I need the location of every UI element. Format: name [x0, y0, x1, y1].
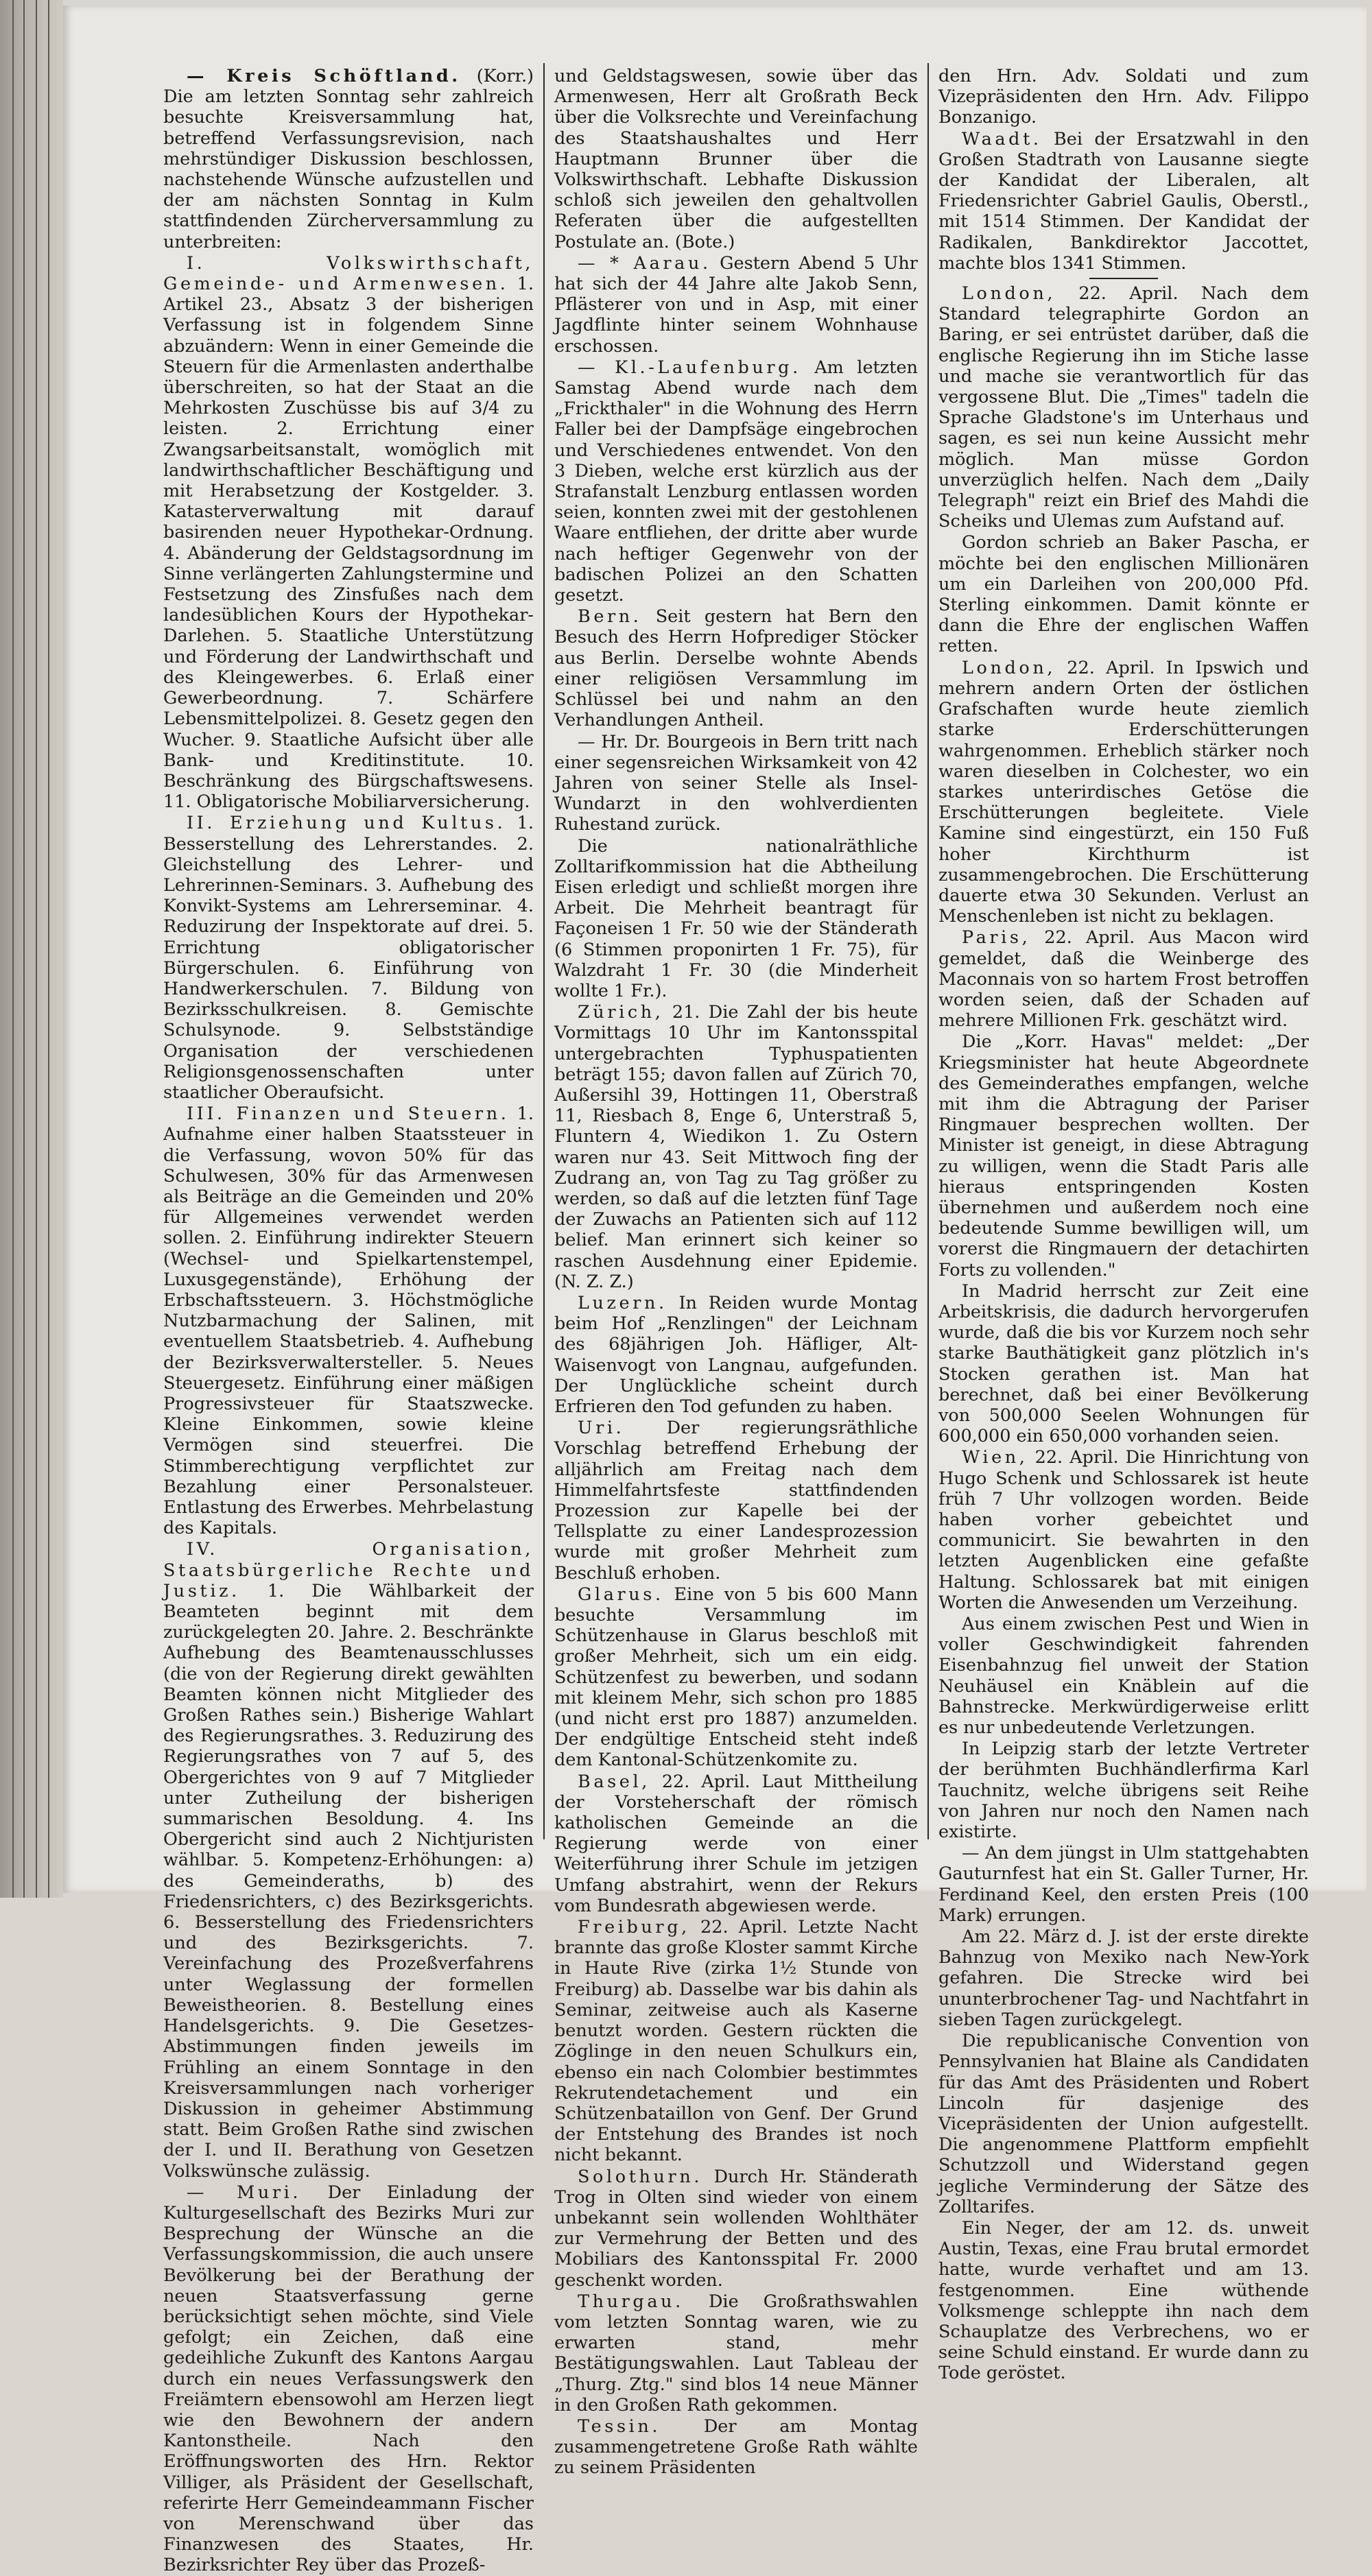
- article-heading: — * Aarau.: [578, 252, 711, 274]
- book-binding: [0, 0, 63, 1898]
- article-text: Durch Hr. Ständerath Trog in Olten sind wieder von einem unbekannt sein wollenden Wohlthäter zur Vermehrung der Betten und des Mobiliars des Kantonsspital Fr. 2000 geschenkt worden.: [554, 2166, 918, 2291]
- article-heading: Luzern.: [578, 1292, 667, 1313]
- article-text: 22. April. Die Hinrichtung von Hugo Schenk und Schlossarek ist heute früh 7 Uhr vollzogen worden. Beide haben vorher gebeichtet und communicirt. Sie bewahrten in den letzten Augenblicken eine gefaßte Haltung. Schlossarek bat mit einigen Worten die Anwesenden um Verzeihung.: [938, 1447, 1309, 1613]
- article-leipzig: [938, 1739, 1309, 1842]
- article-text: Der regierungsräthliche Vorschlag betreffend Erhebung der alljährlich am Freitag nach dem Himmelfahrtsfeste stattfindenden Prozession zur Kapelle bei der Tellsplatte zu einer Landesprozession wurde mit großer Mehrheit zum Beschluß erhoben.: [554, 1418, 918, 1584]
- article-text: Aus einem zwischen Pest und Wien in voller Geschwindigkeit fahrenden Eisenbahnzug fiel unweit der Station Neuhäusel ein Knäblein auf die Bahnstrecke. Merkwürdigerweise erlitt es nur unbedeutende Verletzungen.: [938, 1614, 1309, 1739]
- section-text: 1. Besserstellung des Lehrerstandes. 2. Gleichstellung des Lehrer- und Lehrerinnen-Seminars. 3. Aufhebung des Konvikt-Systems am Lehrerseminar. 4. Reduzirung der Inspektorate auf drei. 5. Errichtung obligatorischer Bürgerschulen. 6. Einführung von Handwerkerschulen. 7. Bildung von Bezirksschulkreisen. 8. Gemischte Schulsynode. 9. Selbstständige Organisation der verschiedenen Religionsgenossenschaften unter staatlicher Oberaufsicht.: [163, 813, 534, 1103]
- article-glarus: [554, 1584, 918, 1771]
- article-eisenbahn: [938, 1614, 1309, 1738]
- article-heading: Uri.: [578, 1418, 625, 1439]
- article-tessin: [554, 2416, 918, 2479]
- article-text: Die nationalräthliche Zolltarifkommission hat die Abtheilung Eisen erledigt und schließt morgen ihre Arbeit. Die Mehrheit beantragt für Façoneisen 1 Fr. 50 wie der Ständerath (6 Stimmen proponirten 1 Fr. 75), für Walzdraht 1 Fr. 30 (die Minderheit wollte 1 Fr.).: [554, 835, 918, 1001]
- newspaper-page: [63, 5, 1367, 2576]
- article-london-1: [938, 283, 1309, 532]
- article-heading: — Hr. Dr. Bourgeois in Bern: [578, 731, 828, 752]
- article-thurgau: [554, 2291, 918, 2416]
- article-luzern: [554, 1293, 918, 1417]
- article-source: (Bote.): [674, 231, 735, 252]
- article-text: Am letzten Samstag Abend wurde nach dem „Frickthaler" in die Wohnung des Herrn Faller bei der Dampfsäge eingebrochen und Verschiedenes entwendet. Von den 3 Dieben, welche erst kürzlich aus der Strafanstalt Lenzburg entlassen worden seien, konnten zwei mit der gestohlenen Waare entfliehen, der dritte aber wurde nach heftiger Gegenwehr von der badischen Polizei an den Schatten gesetzt.: [554, 357, 918, 606]
- article-bourgeois: [554, 732, 918, 835]
- article-text: In Reiden wurde Montag beim Hof „Renzlingen" der Leichnam des 68jährigen Joh. Häfliger, Alt-Waisenvogt von Langnau, aufgefunden. Der Unglückliche scheint durch Erfrieren den Tod gefunden zu haben.: [554, 1292, 918, 1417]
- article-laufenburg: [554, 357, 918, 606]
- article-uri: [554, 1418, 918, 1584]
- article-heading: Zürich,: [578, 1002, 664, 1023]
- section-heading: II. Erziehung und Kultus.: [187, 813, 506, 834]
- section-heading: III. Finanzen und Steuern.: [187, 1104, 510, 1125]
- column-2: [554, 66, 919, 2479]
- article-text: 22. April. Nach dem Standard telegraphirte Gordon an Baring, er sei entrüstet darüber, daß die englische Regierung ihn im Stiche lasse und mache sie verantwortlich für das vergossene Blut. Die „Times" tadeln die Sprache Gladstone's im Unterhaus und sagen, es sei nun keine Aussicht mehr möglich. Man müsse Gordon unverzüglich helfen. Nach dem „Daily Telegraph" reizt ein Brief des Mahdi die Scheiks und Ulemas zum Aufstand auf.: [938, 283, 1309, 532]
- article-heading: Solothurn.: [578, 2166, 703, 2187]
- article-text: den Hrn. Adv. Soldati und zum Vizepräsidenten den Hrn. Adv. Filippo Bonzanigo.: [938, 66, 1309, 128]
- article-heading: — Kl.-Laufenburg.: [578, 357, 801, 378]
- binding-edge-line: [12, 0, 14, 1898]
- article-tessin-continued: [938, 66, 1309, 128]
- binding-edge-line: [36, 0, 37, 1898]
- article-schoeftland: [163, 66, 534, 252]
- article-heading: — Kreis Schöftland.: [187, 66, 461, 86]
- binding-edge-line: [23, 0, 25, 1898]
- article-gordon: [938, 532, 1309, 656]
- article-basel: [554, 1772, 918, 1916]
- column-1: [163, 66, 534, 2576]
- article-heading: London,: [962, 283, 1056, 305]
- article-heading: Basel,: [578, 1771, 650, 1792]
- article-text: Gordon schrieb an Baker Pascha, er möchte bei den englischen Millionären um ein Darleihen von 200,000 Pfd. Sterling einkommen. Damit könnte er dann die Ehre der englischen Waffen retten.: [938, 532, 1309, 657]
- article-heading: London,: [962, 657, 1056, 678]
- article-text: In Madrid herrscht zur Zeit eine Arbeitskrisis, die dadurch hervorgerufen wurde, daß die bis vor Kurzem noch sehr starke Bauthätigkeit ganz plötzlich in's Stocken gerathen ist. Man hat berechnet, daß bei einer Bevölkerung von 500,000 Seelen Wohnungen für 600,000 ein 650,000 vorhanden seien.: [938, 1280, 1309, 1447]
- article-wien: [938, 1447, 1309, 1613]
- article-text: Am 22. März d. J. ist der erste direkte Bahnzug von Mexiko nach New-York gefahren. Die Strecke wird bei ununterbrochener Tag- und Nachtfahrt in sieben Tagen zurückgelegt.: [938, 1927, 1309, 2030]
- article-text: Bei der Ersatzwahl in den Großen Stadtrath von Lausanne siegte der Kandidat der Liberalen, alt Friedensrichter Gabriel Gaulis, Oberstl., mit 1514 Stimmen. Der Kandidat der Radikalen, Bankdirektor Jaccottet, machte blos 1341 Stimmen.: [938, 128, 1310, 274]
- article-text: Die Großrathswahlen vom letzten Sonntag waren, wie zu erwarten stand, mehr Bestätigungswahlen. Laut Tableau der „Thurg. Ztg." sind blos 14 neue Männer in den Großen Rath gekommen.: [554, 2291, 919, 2416]
- article-texas: [938, 2218, 1309, 2384]
- article-zuerich: [554, 1002, 918, 1292]
- article-havas: [938, 1031, 1309, 1280]
- article-paris: [938, 927, 1309, 1031]
- article-heading: Bern.: [578, 606, 642, 628]
- article-text: — An dem jüngst in Ulm stattgehabten Gauturnfest hat ein St. Galler Turner, Hr. Ferdinand Keel, den ersten Preis (100 Mark) errungen.: [938, 1843, 1309, 1926]
- column-rule: [927, 63, 929, 1839]
- article-muri: [163, 2182, 534, 2576]
- section-heading: I. Volkswirthschaft, Gemeinde- und Armenwesen.: [163, 252, 534, 295]
- section-finanzen: [163, 1104, 534, 1538]
- article-heading: Wien,: [962, 1447, 1028, 1468]
- article-solothurn: [554, 2167, 918, 2291]
- article-aarau: [554, 253, 918, 357]
- article-heading: Glarus.: [578, 1584, 664, 1605]
- article-heading: Freiburg,: [578, 1917, 690, 1938]
- article-text: Seit gestern hat Bern den Besuch des Herrn Hofprediger Stöcker aus Berlin. Derselbe wohnte Abends einer religiösen Versammlung im Schlüssel bei und nahm an den Verhandlungen Antheil.: [554, 606, 918, 731]
- article-mexiko: [938, 1927, 1309, 2030]
- article-text: 21. Die Zahl der bis heute Vormittags 10 Uhr im Kantonsspital untergebrachten Typhuspatienten beträgt 155; davon fallen auf Zürich 70, Außersihl 39, Hottingen 11, Oberstraß 11, Riesbach 8, Enge 6, Unterstraß 5, Fluntern 4, Wiedikon 1. Zu Ostern waren nur 43. Seit Mittwoch fing der Zudrang an, von Tag zu Tag größer zu werden, so daß auf die letzten fünf Tage der Zuwachs an Patienten sich auf 112 belief. Man erinnert sich keiner so raschen Ausdehnung einer Epidemie.: [554, 1002, 919, 1272]
- section-heading: IV. Organisation, Staatsbürgerliche Rechte und Justiz.: [163, 1539, 534, 1601]
- section-erziehung: [163, 813, 534, 1103]
- article-waadt: [938, 129, 1309, 274]
- article-heading: Paris,: [962, 927, 1031, 949]
- section-volkswirthschaft: [163, 253, 534, 812]
- article-text: Der Einladung der Kulturgesellschaft des Bezirks Muri zur Besprechung der Wünsche an die Verfassungskommission, die auch unsere Bevölkerung bei der Berathung der neuen Staatsverfassung gerne berücksichtigt sehen möchte, sind Viele gefolgt; ein Zeichen, daß eine gedeihliche Zukunft des Kantons Aargau durch ein neues Verfassungswerk den Freiämtern ebensowohl am Herzen liegt wie den Bewohnern der andern Kantonstheile. Nach den Eröffnungsworten des Hrn. Rektor Villiger, als Präsident der Gesellschaft, referirte Herr Gemeindeammann Fischer von Merenschwand über das Finanzwesen des Staates, Hr. Bezirksrichter Rey über das Prozeß-: [163, 2182, 534, 2576]
- article-text: Die „Korr. Havas" meldet: „Der Kriegsminister hat heute Abgeordnete des Gemeinderathes empfangen, welche mit ihm die Abtragung der Pariser Ringmauer besprechen wollten. Der Minister ist geneigt, in diese Abtragung zu willigen, wenn die Stadt Paris alle hieraus entspringenden Kosten übernehmen und außerdem noch eine bedeutende Summe bewilligen will, um vorerst die Ringmauern der detachirten Forts zu vollenden.": [938, 1031, 1309, 1280]
- article-heading: Tessin.: [578, 2416, 661, 2437]
- article-text: Ein Neger, der am 12. ds. unweit Austin, Texas, eine Frau brutal ermordet hatte, wurde verhaftet und am 13. festgenommen. Eine wüthende Volksmenge schleppte ihn nach dem Schauplatze des Verbrechens, wo er seine Schuld einstand. Er wurde dann zu Tode geröstet.: [938, 2217, 1309, 2384]
- section-text: 1. Die Wählbarkeit der Beamteten beginnt mit dem zurückgelegten 20. Jahre. 2. Beschränkte Aufhebung des Beamtenausschlusses (die von der Regierung direkt gewählten Beamten können nicht Mitglieder des Großen Rathes sein.) Bisherige Wahlart des Regierungsrathes. 3. Reduzirung des Regierungsrathes von 7 auf 5, des Obergerichtes von 9 auf 7 Mitglieder unter Zutheilung der bisherigen summarischen Besoldung. 4. Ins Obergericht sind auch 2 Nichtjuristen wählbar. 5. Kompetenz-Erhöhungen: a) des Gemeinderaths, b) des Friedensrichters, c) des Bezirksgerichts. 6. Besserstellung des Friedensrichters und des Bezirksgerichts. 7. Vereinfachung des Prozeßverfahrens unter Weglassung der formellen Beweistheorien. 8. Bestellung eines Handelsgerichts. 9. Die Gesetzes-Abstimmungen finden jeweils im Frühling an einem Sonntage in den Kreisversammlungen nach vorheriger Diskussion in geheimer Abstimmung statt. Beim Großen Rathe sind zwischen der I. und II. Berathung von Gesetzen Volkswünsche zulässig.: [163, 1580, 534, 2182]
- article-text: Die republicanische Convention von Pennsylvanien hat Blaine als Candidaten für das Amt des Präsidenten und Robert Lincoln für dasjenige des Vicepräsidenten der Union aufgestellt. Die angenommene Plattform empfiehlt Schutzzoll und Widerstand gegen jegliche Verminderung der Sätze des Zolltarifes.: [938, 2031, 1309, 2217]
- article-zolltarif: [554, 836, 918, 1002]
- column-3: [938, 66, 1310, 2384]
- article-muri-continued: [554, 66, 918, 252]
- article-text: 22. April. In Ipswich und mehrern andern Orten der östlichen Grafschaften wurde heute ziemlich starke Erderschütterungen wahrgenommen. Erheblich stärker noch waren dieselben in Colchester, wo ein starkes unterirdisches Getöse die Erschütterungen begleitete. Viele Kamine sind eingestürzt, ein 150 Fuß hoher Kirchthurm ist zusammengebrochen. Die Erschütterung dauerte etwa 30 Sekunden. Verlust an Menschenleben ist nicht zu beklagen.: [938, 657, 1309, 927]
- article-text: und Geldstagswesen, sowie über das Armenwesen, Herr alt Großrath Beck über die Volksrechte und Vereinfachung des Staatshaushaltes und Herr Hauptmann Brunner über die Volkswirthschaft. Lebhafte Diskussion schloß sich jeweilen den gehaltvollen Referaten über die aufgestellten Postulate an.: [554, 66, 918, 252]
- article-bern: [554, 606, 918, 730]
- article-freiburg: [554, 1917, 918, 2165]
- article-text: 22. April. Letzte Nacht brannte das große Kloster sammt Kirche in Haute Rive (zirka 1½ Stunde von Freiburg) ab. Dasselbe war bis dahin als Seminar, zeitweise auch als Kaserne benutzt worden. Gestern rückten die Zöglinge in den neuen Schulkurs ein, ebenso ein nach Colombier bestimmtes Rekrutendetachement und ein Schützenbataillon von Genf. Der Grund der Entstehung des Brandes ist noch nicht bekannt.: [554, 1917, 919, 2166]
- article-text: Der am Montag zusammengetretene Große Rath wählte zu seinem Präsidenten: [554, 2416, 919, 2479]
- article-ulm: [938, 1843, 1309, 1926]
- article-text: (Korr.) Die am letzten Sonntag sehr zahlreich besuchte Kreisversammlung hat, betreffend Verfassungsrevision, nach mehrstündiger Diskussion beschlossen, nachstehende Wünsche aufzustellen und der am nächsten Sonntag in Kulm stattfindenden Zürcherversammlung zu unterbreiten:: [163, 66, 534, 252]
- article-text: 22. April. Aus Macon wird gemeldet, daß die Weinberge des Maconnais von so hartem Frost betroffen worden seien, daß der Schaden auf mehrere Millionen Frk. geschätzt wird.: [938, 927, 1309, 1031]
- article-source: (N. Z. Z.): [554, 1271, 634, 1292]
- article-heading: Waadt.: [962, 128, 1042, 150]
- section-separator: [1089, 278, 1158, 279]
- article-text: tritt nach einer segensreichen Wirksamkeit von 42 Jahren von seiner Stelle als Insel-Wundarzt in den wohlverdienten Ruhestand zurück.: [554, 731, 918, 835]
- article-heading: Thurgau.: [578, 2291, 684, 2312]
- section-organisation: [163, 1539, 534, 2181]
- article-heading: — Muri.: [187, 2182, 302, 2203]
- article-text: Eine von 5 bis 600 Mann besuchte Versammlung im Schützenhause in Glarus beschloß mit großer Mehrheit, sich um ein eidg. Schützenfest zu bewerben, und sodann mit kleinem Mehr, sich schon pro 1885 (und nicht erst pro 1887) anzumelden. Der endgültige Entscheid steht indeß dem Kantonal-Schützenkomite zu.: [554, 1584, 918, 1771]
- column-rule: [543, 63, 545, 1839]
- section-text: 1. Artikel 23., Absatz 3 der bisherigen Verfassung ist in folgendem Sinne abzuändern: Wenn in einer Gemeinde die Steuern für die Armenlasten anderthalbe überschreiten, so hat der Staat an die Mehrkosten Zuschüsse bis auf 3/4 zu leisten. 2. Errichtung einer Zwangsarbeitsanstalt, womöglich mit landwirthschaftlicher Beschäftigung und mit Herabsetzung der Kostgelder. 3. Katasterverwaltung mit darauf basirenden neuer Hypothekar-Ordnung. 4. Abänderung der Geldstagsordnung im Sinne verlängerten Zahlungstermine und Festsetzung des Zinsfußes nach dem landesüblichen Kours der Hypothekar-Darlehen. 5. Staatliche Unterstützung und Förderung der Landwirthschaft und des Kleingewerbes. 6. Erlaß einer Gewerbeordnung. 7. Schärfere Lebensmittelpolizei. 8. Gesetz gegen den Wucher. 9. Staatliche Aufsicht über alle Bank- und Kreditinstitute. 10. Beschränkung des Bürgschaftswesens. 11. Obligatorische Mobiliarversicherung.: [163, 274, 534, 813]
- article-text: Gestern Abend 5 Uhr hat sich der 44 Jahre alte Jakob Senn, Pflästerer von und in Asp, mit einer Jagdflinte hinter seinem Wohnhause erschossen.: [554, 252, 918, 357]
- section-text: 1. Aufnahme einer halben Staatssteuer in die Verfassung, wovon 50% für das Schulwesen, 30% für das Armenwesen als Beiträge an die Gemeinden und 20% für Allgemeines verwendet werden sollen. 2. Einführung indirekter Steuern (Wechsel- und Spielkartenstempel, Luxusgegenstände), Erhöhung der Erbschaftssteuern. 3. Höchstmögliche Nutzbarmachung der Salinen, mit eventuellem Staatsbetrieb. 4. Aufhebung der Bezirksverwaltersteller. 5. Neues Steuergesetz. Einführung einer mäßigen Progressivsteuer für Staatszwecke. Kleine Einkommen, sowie kleine Vermögen sind steuerfrei. Die Stimmberechtigung verpflichtet zur Bezahlung einer Personalsteuer. Entlastung des Erwerbes. Mehrbelastung des Kapitals.: [163, 1104, 534, 1539]
- article-madrid: [938, 1281, 1309, 1447]
- article-text: 22. April. Laut Mittheilung der Vorsteherschaft der römisch katholischen Gemeinde an die Regierung werde von einer Weiterführung ihrer Schule im jetzigen Umfang abstrahirt, wenn der Rekurs vom Bundesrath abgewiesen werde.: [554, 1771, 918, 1916]
- article-pennsylvanien: [938, 2031, 1309, 2217]
- binding-edge-line: [48, 0, 49, 1898]
- article-london-2: [938, 658, 1309, 927]
- article-text: In Leipzig starb der letzte Vertreter der berühmten Buchhändlerfirma Karl Tauchnitz, welche übrigens seit Reihe von Jahren nur noch den Namen nach existirte.: [938, 1739, 1309, 1843]
